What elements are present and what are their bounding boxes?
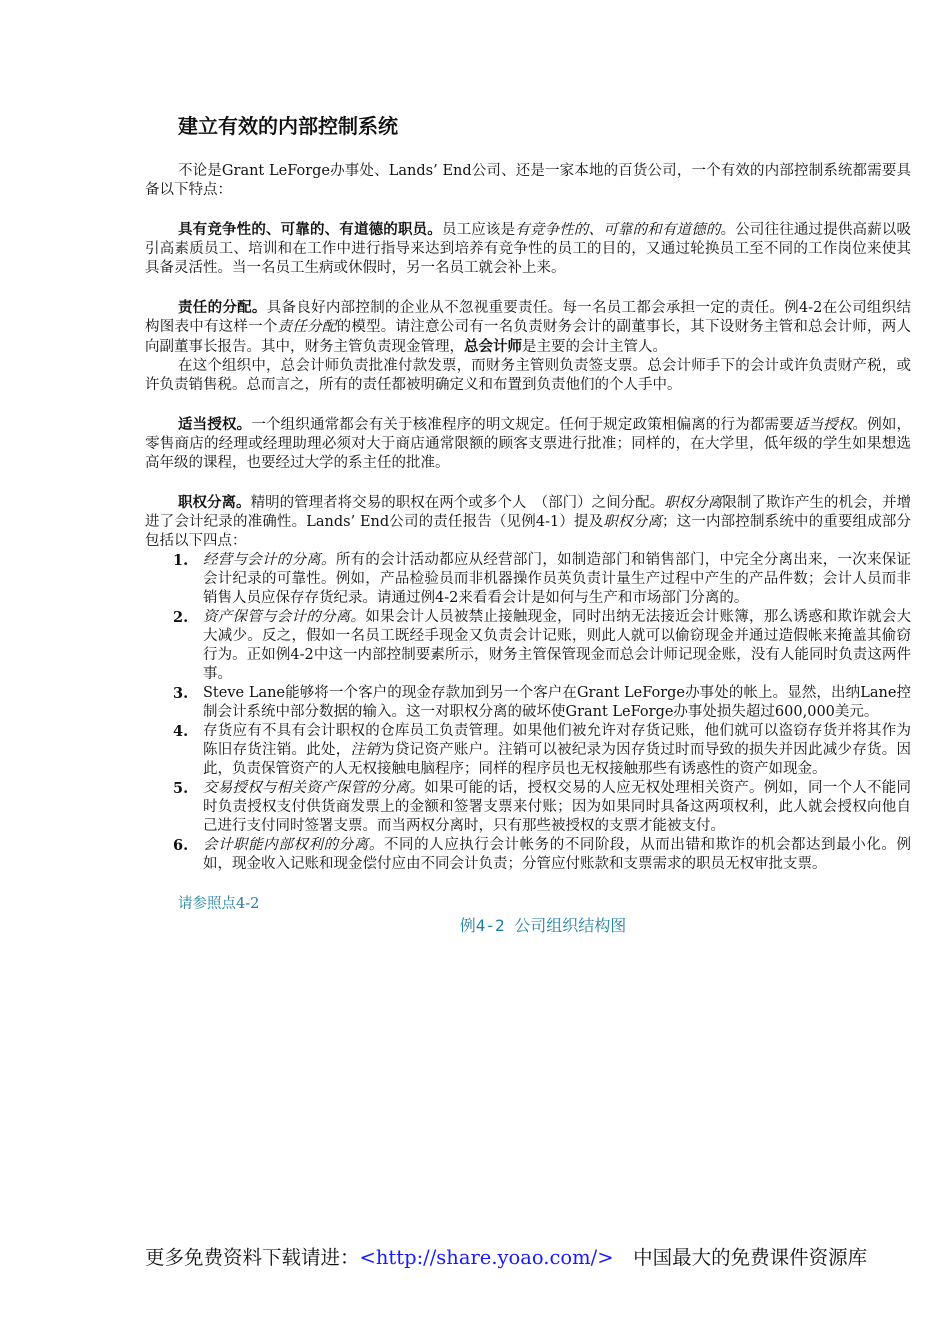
list-item-number: 1.	[173, 552, 189, 569]
list-item	[173, 722, 912, 779]
list-item	[173, 684, 911, 722]
list-item-text: 不同的人应执行会计帐务的不同阶段，从而出错和欺诈的机会都达到最小化。例如，现金收入记账和现金偿付应由不同会计负责；分管应付账款和支票需求的职员无权审批支票。	[203, 837, 912, 872]
separation-heading: 职权分离。	[178, 494, 251, 511]
authorization-text-1: 一个组织通常都会有关于核准程序的明文规定。任何于规定政策相偏离的行为都需要	[251, 417, 794, 433]
responsibility-italic: 责任分配	[277, 319, 337, 335]
authorization-paragraph	[145, 415, 911, 473]
list-item-text: 存货应有不具有会计职权的仓库员工负责管理。如果他们被允许对存货记账，他们就可以盗窃存货并将其作为陈旧存货注销。此处，	[203, 723, 911, 758]
reference-link[interactable]: 请参照点4-2	[178, 896, 260, 912]
list-item-number: 2.	[173, 609, 189, 626]
separation-text-1: 精明的管理者将交易的职权在两个或多个人 （部门）之间分配。	[250, 495, 665, 511]
competent-text-1: 员工应该是	[441, 222, 516, 238]
responsibility-bold: 总会计师	[464, 338, 522, 355]
list-item-text: 所有的会计活动都应从经营部门，如制造部门和销售部门，中完全分离出来，一次来保证会计纪录的可靠性。例如，产品检验员而非机器操作员英负责计量生产过程中产生的产品件数；会计人员而非销售人员应保存存货纪录。请通过例4-2来看看会计是如何与生产和市场部门分离的。	[203, 552, 912, 606]
footer-prefix: 更多免费资料下载请进：	[145, 1246, 360, 1269]
authorization-italic: 适当授权	[793, 417, 853, 433]
figure-caption: 例4-2 公司组织结构图	[459, 916, 627, 935]
list-item-number: 6.	[173, 837, 189, 854]
responsibility-text-1: 具备良好内部控制的企业从不忽视重要责任。每一名员工都会承担一定的责任。例4-2在公司组织结构图表中有这样一个	[145, 300, 912, 335]
list-item	[173, 836, 912, 874]
page-title: 建立有效的内部控制系统	[178, 114, 398, 138]
intro-paragraph: 不论是Grant LeForge办事处、Lands’ End公司、还是一家本地的百货公司，一个有效的内部控制系统都需要具备以下特点：	[145, 163, 911, 198]
list-item-number: 4.	[173, 723, 189, 740]
separation-text-3: ；这一内部控制系统中的重要组成部分包括以下四点：	[145, 514, 912, 549]
list-item-text: 如果会计人员被禁止接触现金，同时出纳无法接近会计账簿，那么诱惑和欺诈就会大大减少。反之，假如一名员工既经手现金又负责会计记账，则此人就可以偷窃现金并通过造假帐来掩盖其偷窃行为。正如例4-2中这一内部控制要素所示，财务主管保管现金而总会计师记现金账，没有人能同时负责这两件事。	[203, 609, 912, 682]
list-item-text: 如果可能的话，授权交易的人应无权处理相关资产。例如，同一个人不能同时负责授权支付供货商发票上的金额和签署支票来付账；因为如果同时具备这两项权利，此人就会授权向他自己进行支付同时签署支票。而当两权分离时，只有那些被授权的支票才能被支付。	[203, 780, 912, 834]
responsibility-heading: 责任的分配。	[178, 299, 267, 316]
list-item	[173, 608, 912, 684]
list-item-number: 3.	[173, 685, 189, 702]
list-item-italic: 交易授权与相关资产保管的分离。	[203, 780, 425, 796]
list-item-number: 5.	[173, 780, 189, 797]
responsibility-text-3: 是主要的会计主管人。	[522, 339, 667, 355]
list-item	[173, 551, 912, 608]
responsibility-paragraph	[145, 298, 911, 357]
competent-paragraph	[145, 220, 911, 278]
footer-banner	[145, 1245, 915, 1271]
separation-list	[145, 551, 911, 874]
responsibility-text-2: 的模型。请注意公司有一名负责财务会计的副董事长，其下设财务主管和总会计师，两人向副董事长报告。其中，财务主管负责现金管理，	[145, 319, 912, 355]
separation-text-2: 限制了欺诈产生的机会，并增进了会计纪录的准确性。Lands’ End公司的责任报告（见例4-1）提及	[145, 495, 912, 530]
footer-suffix: 中国最大的免费课件资源库	[613, 1246, 868, 1269]
authorization-text-2: 。例如，零售商店的经理或经理助理必须对大于商店通常限额的顾客支票进行批准；同样的，在大学里，低年级的学生如果想选高年级的课程，也要经过大学的系主任的批准。	[145, 417, 912, 471]
competent-italic: 有竞争性的、可靠的和有道德的	[515, 222, 721, 238]
competent-heading: 具有竞争性的、可靠的、有道德的职员。	[178, 221, 442, 238]
list-item-italic: 注销	[350, 742, 381, 758]
authorization-heading: 适当授权。	[178, 416, 252, 433]
list-item-italic: 经营与会计的分离。	[203, 552, 336, 568]
competent-text-2: 。公司往往通过提供高薪以吸引高素质员工、培训和在工作中进行指导来达到培养有竞争性的员工的目的，又通过轮换员工至不同的工作岗位来使其具备灵活性。当一名员工生病或休假时，另一名员工就会补上来。	[145, 222, 912, 276]
responsibility-paragraph-2: 在这个组织中，总会计师负责批准付款发票，而财务主管则负责签支票。总会计师手下的会计或许负责财产税，或许负责销售税。总而言之，所有的责任都被明确定义和布置到负责他们的个人手中。	[145, 358, 911, 393]
separation-italic-2: 职权分离	[603, 514, 662, 530]
list-item-italic: 资产保管与会计的分离。	[203, 609, 366, 625]
list-item-text: Steve Lane能够将一个客户的现金存款加到另一个客户在Grant LeForge办事处的帐上。显然，出纳Lane控制会计系统中部分数据的输入。这一对职权分离的破坏使Grant LeForge办事处损失超过600,000美元。	[203, 685, 911, 720]
separation-italic-1: 职权分离	[664, 495, 723, 511]
list-item-text-2: 为贷记资产账户。注销可以被纪录为因存货过时而导致的损失并因此减少存货。因此，负责保管资产的人无权接触电脑程序；同样的程序员也无权接触那些有诱惑性的资产如现金。	[203, 742, 912, 777]
document-body	[145, 112, 911, 935]
list-item	[173, 779, 912, 836]
separation-paragraph	[145, 493, 911, 551]
footer-link[interactable]: <http://share.yoao.com/>	[359, 1246, 614, 1269]
list-item-italic: 会计职能内部权利的分离。	[203, 837, 384, 853]
